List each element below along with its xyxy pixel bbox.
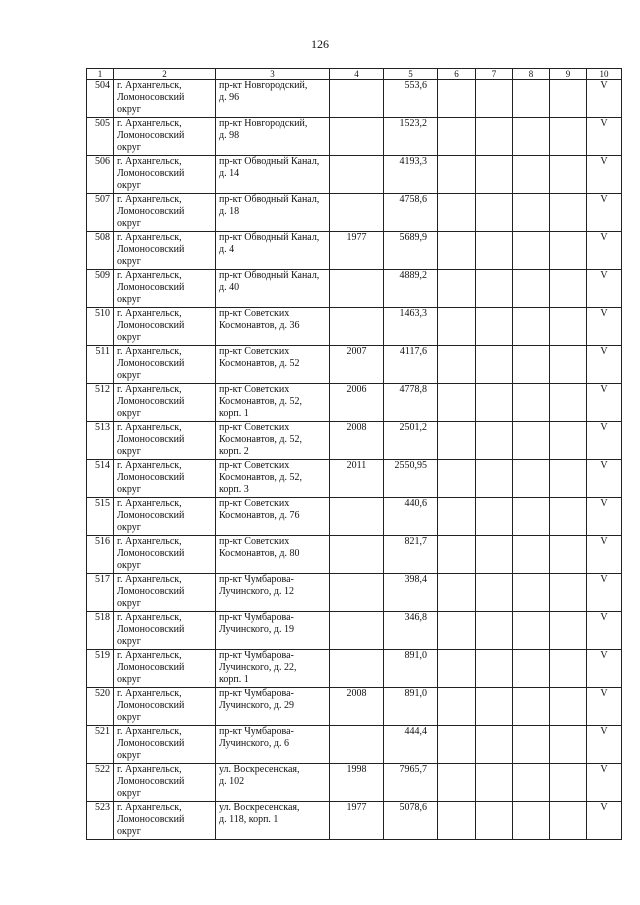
- locality-cell: г. Архангельск, Ломоносовский округ: [114, 384, 216, 422]
- row-number-cell: 519: [87, 650, 114, 688]
- empty-cell: [476, 498, 513, 536]
- address-cell: пр-кт Обводный Канал, д. 18: [216, 194, 330, 232]
- empty-cell: [550, 346, 587, 384]
- year-cell: [330, 574, 384, 612]
- empty-cell: [513, 802, 550, 840]
- area-cell: 7965,7: [384, 764, 438, 802]
- locality-cell: г. Архангельск, Ломоносовский округ: [114, 498, 216, 536]
- locality-cell: г. Архангельск, Ломоносовский округ: [114, 270, 216, 308]
- table-row: [87, 688, 622, 726]
- empty-cell: [476, 80, 513, 118]
- column-header: 5: [384, 69, 438, 80]
- empty-cell: [476, 574, 513, 612]
- table-row: [87, 308, 622, 346]
- address-cell: пр-кт Обводный Канал, д. 40: [216, 270, 330, 308]
- address-cell: пр-кт Советских Космонавтов, д. 52, корп. 1: [216, 384, 330, 422]
- row-number-cell: 514: [87, 460, 114, 498]
- table-row: [87, 802, 622, 840]
- table-row: [87, 346, 622, 384]
- locality-cell: г. Архангельск, Ломоносовский округ: [114, 194, 216, 232]
- column-header: 3: [216, 69, 330, 80]
- empty-cell: [513, 156, 550, 194]
- empty-cell: [438, 270, 476, 308]
- locality-cell: г. Архангельск, Ломоносовский округ: [114, 460, 216, 498]
- table-row: [87, 80, 622, 118]
- row-number-cell: 518: [87, 612, 114, 650]
- table-row: [87, 574, 622, 612]
- register-table: [86, 68, 622, 840]
- area-cell: 440,6: [384, 498, 438, 536]
- area-cell: 5078,6: [384, 802, 438, 840]
- table-row: [87, 764, 622, 802]
- mark-cell: V: [587, 308, 622, 346]
- empty-cell: [550, 118, 587, 156]
- year-cell: [330, 194, 384, 232]
- empty-cell: [476, 422, 513, 460]
- empty-cell: [513, 194, 550, 232]
- row-number-cell: 510: [87, 308, 114, 346]
- year-cell: 2011: [330, 460, 384, 498]
- column-number-header-row: [87, 69, 622, 80]
- empty-cell: [476, 460, 513, 498]
- locality-cell: г. Архангельск, Ломоносовский округ: [114, 802, 216, 840]
- locality-cell: г. Архангельск, Ломоносовский округ: [114, 118, 216, 156]
- empty-cell: [550, 232, 587, 270]
- area-cell: 821,7: [384, 536, 438, 574]
- empty-cell: [438, 346, 476, 384]
- locality-cell: г. Архангельск, Ломоносовский округ: [114, 688, 216, 726]
- empty-cell: [513, 498, 550, 536]
- empty-cell: [550, 802, 587, 840]
- empty-cell: [550, 650, 587, 688]
- empty-cell: [513, 308, 550, 346]
- table-row: [87, 498, 622, 536]
- empty-cell: [476, 650, 513, 688]
- year-cell: 1977: [330, 802, 384, 840]
- table-row: [87, 650, 622, 688]
- empty-cell: [438, 536, 476, 574]
- year-cell: [330, 156, 384, 194]
- column-header: 4: [330, 69, 384, 80]
- empty-cell: [513, 574, 550, 612]
- year-cell: [330, 536, 384, 574]
- page-number: 126: [311, 37, 329, 51]
- address-cell: пр-кт Чумбарова- Лучинского, д. 12: [216, 574, 330, 612]
- empty-cell: [476, 156, 513, 194]
- area-cell: 398,4: [384, 574, 438, 612]
- empty-cell: [550, 308, 587, 346]
- empty-cell: [438, 232, 476, 270]
- mark-cell: V: [587, 498, 622, 536]
- empty-cell: [513, 384, 550, 422]
- row-number-cell: 513: [87, 422, 114, 460]
- empty-cell: [438, 156, 476, 194]
- mark-cell: V: [587, 422, 622, 460]
- empty-cell: [513, 764, 550, 802]
- empty-cell: [513, 80, 550, 118]
- row-number-cell: 505: [87, 118, 114, 156]
- empty-cell: [513, 270, 550, 308]
- year-cell: 2006: [330, 384, 384, 422]
- locality-cell: г. Архангельск, Ломоносовский округ: [114, 156, 216, 194]
- empty-cell: [513, 232, 550, 270]
- empty-cell: [513, 650, 550, 688]
- locality-cell: г. Архангельск, Ломоносовский округ: [114, 308, 216, 346]
- table-row: [87, 726, 622, 764]
- mark-cell: V: [587, 384, 622, 422]
- empty-cell: [550, 460, 587, 498]
- row-number-cell: 522: [87, 764, 114, 802]
- address-cell: пр-кт Чумбарова- Лучинского, д. 6: [216, 726, 330, 764]
- area-cell: 1523,2: [384, 118, 438, 156]
- locality-cell: г. Архангельск, Ломоносовский округ: [114, 650, 216, 688]
- year-cell: [330, 612, 384, 650]
- empty-cell: [550, 726, 587, 764]
- area-cell: 4117,6: [384, 346, 438, 384]
- year-cell: 2008: [330, 688, 384, 726]
- locality-cell: г. Архангельск, Ломоносовский округ: [114, 536, 216, 574]
- empty-cell: [550, 688, 587, 726]
- address-cell: пр-кт Обводный Канал, д. 4: [216, 232, 330, 270]
- mark-cell: V: [587, 802, 622, 840]
- empty-cell: [438, 80, 476, 118]
- column-header: 6: [438, 69, 476, 80]
- empty-cell: [513, 118, 550, 156]
- mark-cell: V: [587, 346, 622, 384]
- year-cell: 1998: [330, 764, 384, 802]
- empty-cell: [550, 536, 587, 574]
- empty-cell: [513, 346, 550, 384]
- empty-cell: [550, 422, 587, 460]
- address-cell: пр-кт Чумбарова- Лучинского, д. 29: [216, 688, 330, 726]
- empty-cell: [476, 688, 513, 726]
- locality-cell: г. Архангельск, Ломоносовский округ: [114, 612, 216, 650]
- empty-cell: [438, 574, 476, 612]
- row-number-cell: 523: [87, 802, 114, 840]
- mark-cell: V: [587, 536, 622, 574]
- address-cell: пр-кт Советских Космонавтов, д. 52, корп. 3: [216, 460, 330, 498]
- table-row: [87, 536, 622, 574]
- empty-cell: [550, 498, 587, 536]
- column-header: 8: [513, 69, 550, 80]
- empty-cell: [550, 194, 587, 232]
- empty-cell: [550, 612, 587, 650]
- area-cell: 2550,95: [384, 460, 438, 498]
- empty-cell: [438, 688, 476, 726]
- empty-cell: [476, 270, 513, 308]
- empty-cell: [438, 802, 476, 840]
- locality-cell: г. Архангельск, Ломоносовский округ: [114, 764, 216, 802]
- row-number-cell: 515: [87, 498, 114, 536]
- table-row: [87, 422, 622, 460]
- mark-cell: V: [587, 80, 622, 118]
- table-row: [87, 232, 622, 270]
- row-number-cell: 521: [87, 726, 114, 764]
- empty-cell: [476, 612, 513, 650]
- row-number-cell: 504: [87, 80, 114, 118]
- table-row: [87, 118, 622, 156]
- locality-cell: г. Архангельск, Ломоносовский округ: [114, 80, 216, 118]
- empty-cell: [476, 384, 513, 422]
- address-cell: ул. Воскресенская, д. 102: [216, 764, 330, 802]
- mark-cell: V: [587, 764, 622, 802]
- area-cell: 4778,8: [384, 384, 438, 422]
- empty-cell: [438, 384, 476, 422]
- address-cell: пр-кт Чумбарова- Лучинского, д. 19: [216, 612, 330, 650]
- year-cell: [330, 80, 384, 118]
- area-cell: 5689,9: [384, 232, 438, 270]
- empty-cell: [438, 308, 476, 346]
- year-cell: 2007: [330, 346, 384, 384]
- empty-cell: [476, 232, 513, 270]
- mark-cell: V: [587, 612, 622, 650]
- mark-cell: V: [587, 726, 622, 764]
- address-cell: пр-кт Новгородский, д. 96: [216, 80, 330, 118]
- column-header: 10: [587, 69, 622, 80]
- year-cell: [330, 726, 384, 764]
- mark-cell: V: [587, 688, 622, 726]
- empty-cell: [476, 536, 513, 574]
- mark-cell: V: [587, 460, 622, 498]
- year-cell: [330, 118, 384, 156]
- empty-cell: [513, 460, 550, 498]
- row-number-cell: 509: [87, 270, 114, 308]
- empty-cell: [476, 308, 513, 346]
- area-cell: 891,0: [384, 688, 438, 726]
- empty-cell: [476, 118, 513, 156]
- table-row: [87, 612, 622, 650]
- table-row: [87, 460, 622, 498]
- empty-cell: [438, 460, 476, 498]
- empty-cell: [438, 650, 476, 688]
- area-cell: 891,0: [384, 650, 438, 688]
- empty-cell: [550, 574, 587, 612]
- empty-cell: [438, 194, 476, 232]
- empty-cell: [550, 384, 587, 422]
- empty-cell: [438, 498, 476, 536]
- empty-cell: [476, 802, 513, 840]
- row-number-cell: 507: [87, 194, 114, 232]
- empty-cell: [550, 156, 587, 194]
- empty-cell: [513, 422, 550, 460]
- address-cell: ул. Воскресенская, д. 118, корп. 1: [216, 802, 330, 840]
- row-number-cell: 508: [87, 232, 114, 270]
- table-row: [87, 156, 622, 194]
- area-cell: 2501,2: [384, 422, 438, 460]
- empty-cell: [550, 270, 587, 308]
- column-header: 2: [114, 69, 216, 80]
- row-number-cell: 511: [87, 346, 114, 384]
- empty-cell: [438, 612, 476, 650]
- year-cell: 2008: [330, 422, 384, 460]
- address-cell: пр-кт Советских Космонавтов, д. 36: [216, 308, 330, 346]
- area-cell: 4758,6: [384, 194, 438, 232]
- empty-cell: [438, 422, 476, 460]
- row-number-cell: 506: [87, 156, 114, 194]
- empty-cell: [513, 688, 550, 726]
- address-cell: пр-кт Советских Космонавтов, д. 52: [216, 346, 330, 384]
- area-cell: 553,6: [384, 80, 438, 118]
- column-header: 1: [87, 69, 114, 80]
- year-cell: [330, 270, 384, 308]
- area-cell: 4889,2: [384, 270, 438, 308]
- year-cell: [330, 650, 384, 688]
- address-cell: пр-кт Советских Космонавтов, д. 52, корп. 2: [216, 422, 330, 460]
- area-cell: 346,8: [384, 612, 438, 650]
- empty-cell: [476, 194, 513, 232]
- empty-cell: [438, 764, 476, 802]
- column-header: 7: [476, 69, 513, 80]
- mark-cell: V: [587, 232, 622, 270]
- area-cell: 4193,3: [384, 156, 438, 194]
- area-cell: 444,4: [384, 726, 438, 764]
- mark-cell: V: [587, 650, 622, 688]
- empty-cell: [513, 612, 550, 650]
- empty-cell: [476, 726, 513, 764]
- mark-cell: V: [587, 156, 622, 194]
- locality-cell: г. Архангельск, Ломоносовский округ: [114, 422, 216, 460]
- row-number-cell: 520: [87, 688, 114, 726]
- address-cell: пр-кт Новгородский, д. 98: [216, 118, 330, 156]
- address-cell: пр-кт Чумбарова- Лучинского, д. 22, корп. 1: [216, 650, 330, 688]
- locality-cell: г. Архангельск, Ломоносовский округ: [114, 574, 216, 612]
- row-number-cell: 516: [87, 536, 114, 574]
- mark-cell: V: [587, 118, 622, 156]
- empty-cell: [438, 118, 476, 156]
- locality-cell: г. Архангельск, Ломоносовский округ: [114, 726, 216, 764]
- empty-cell: [513, 726, 550, 764]
- table-row: [87, 270, 622, 308]
- row-number-cell: 517: [87, 574, 114, 612]
- mark-cell: V: [587, 270, 622, 308]
- locality-cell: г. Архангельск, Ломоносовский округ: [114, 346, 216, 384]
- year-cell: [330, 498, 384, 536]
- mark-cell: V: [587, 574, 622, 612]
- area-cell: 1463,3: [384, 308, 438, 346]
- empty-cell: [513, 536, 550, 574]
- empty-cell: [438, 726, 476, 764]
- empty-cell: [476, 764, 513, 802]
- address-cell: пр-кт Советских Космонавтов, д. 76: [216, 498, 330, 536]
- table-row: [87, 194, 622, 232]
- locality-cell: г. Архангельск, Ломоносовский округ: [114, 232, 216, 270]
- year-cell: [330, 308, 384, 346]
- address-cell: пр-кт Советских Космонавтов, д. 80: [216, 536, 330, 574]
- year-cell: 1977: [330, 232, 384, 270]
- column-header: 9: [550, 69, 587, 80]
- address-cell: пр-кт Обводный Канал, д. 14: [216, 156, 330, 194]
- empty-cell: [476, 346, 513, 384]
- empty-cell: [550, 764, 587, 802]
- empty-cell: [550, 80, 587, 118]
- row-number-cell: 512: [87, 384, 114, 422]
- mark-cell: V: [587, 194, 622, 232]
- table-row: [87, 384, 622, 422]
